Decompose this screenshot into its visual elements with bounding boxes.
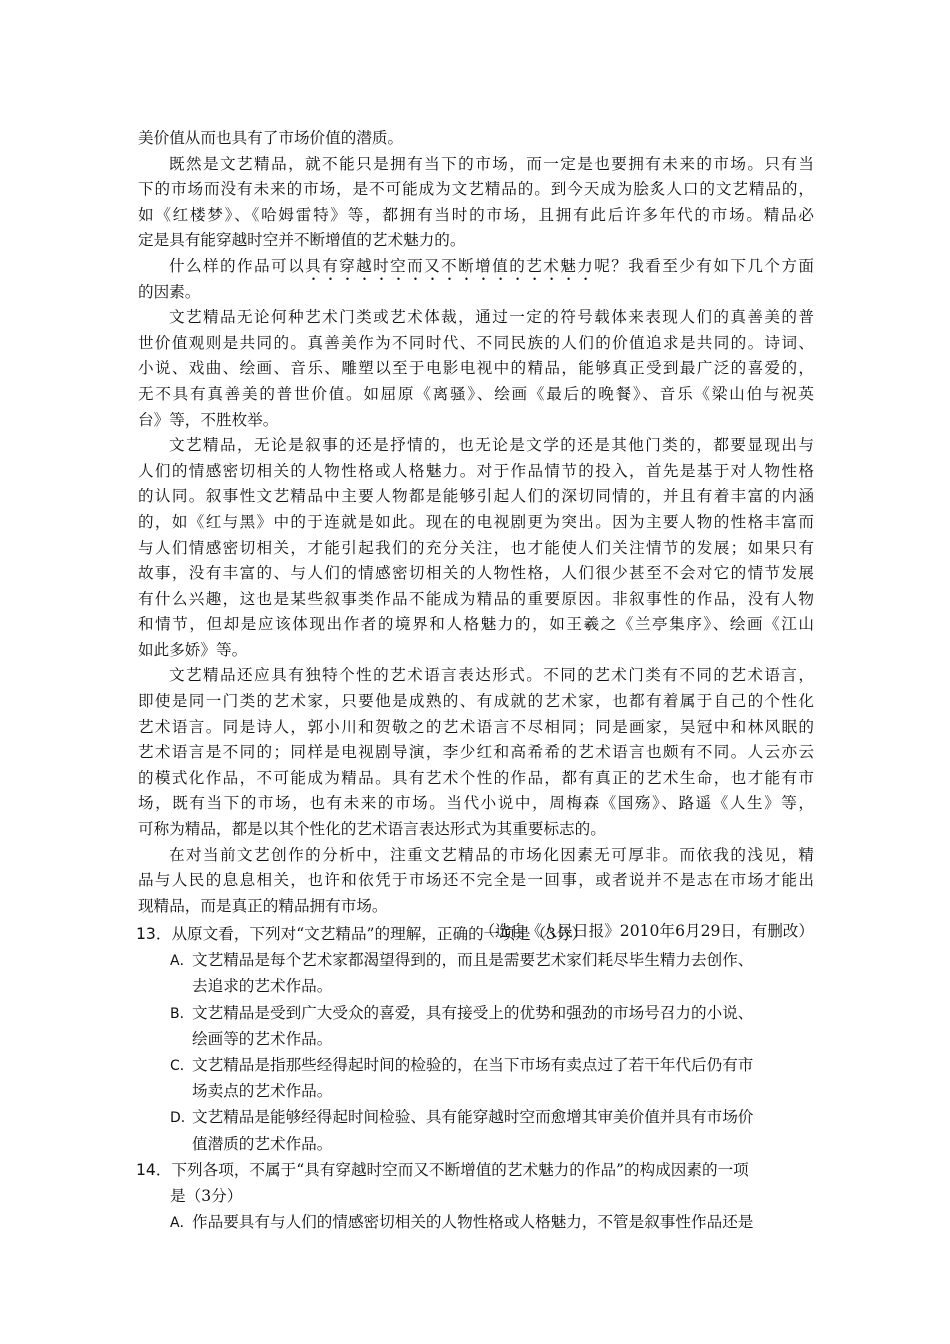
paragraph-line: 的认同。叙事性文艺精品中主要人物都是能够引起人们的深切同情的，并且有着丰富的内涵 bbox=[138, 487, 814, 506]
option-letter: D． bbox=[170, 1110, 195, 1127]
paragraph-line: 即使是同一门类的艺术家，只要他是成熟的、有成就的艺术家，也都有着属于自己的个性化 bbox=[138, 692, 814, 711]
option-text: 文艺精品是每个艺术家都渴望得到的，而且是需要艺术家们耗尽毕生精力去创作、 bbox=[192, 951, 754, 970]
paragraph-line: 品与人民的息息相关，也许和依凭于市场还不完全是一回事，或者说并不是志在市场才能出 bbox=[138, 871, 814, 890]
paragraph-line: 艺术语言是不同的；同样是电视剧导演，李少红和高希希的艺术语言也颇有不同。人云亦云 bbox=[138, 743, 814, 762]
option-a bbox=[136, 1209, 816, 1235]
paragraph-line: 美价值从而也具有了市场价值的潜质。 bbox=[138, 129, 404, 147]
paragraph-line: 文艺精品还应具有独特个性的艺术语言表达形式。不同的艺术门类有不同的艺术语言， bbox=[169, 666, 814, 685]
paragraph-line: 的，如《红与黑》中的于连就是如此。现在的电视剧更为突出。因为主要人物的性格丰富而 bbox=[138, 512, 814, 531]
option-b-continued: 绘画等的艺术作品。 bbox=[192, 1029, 333, 1048]
text-span: 呢？我看至少有如下几个方面 bbox=[594, 256, 814, 275]
option-text: 文艺精品是能够经得起时间检验、具有能穿越时空而愈增其审美价值并具有市场价 bbox=[192, 1108, 754, 1127]
option-letter: A． bbox=[170, 953, 194, 970]
paragraph-line: 台》等，不胜枚举。 bbox=[138, 410, 279, 429]
option-text: 文艺精品是指那些经得起时间的检验的，在当下市场有卖点过了若干年代后仍有市 bbox=[192, 1055, 754, 1074]
option-a-continued: 去追求的艺术作品。 bbox=[192, 977, 333, 996]
paragraph-line bbox=[138, 254, 814, 280]
question-section bbox=[136, 921, 816, 1235]
paragraph-line: 无不具有真善美的普世价值。如屈原《离骚》、绘画《最后的晚餐》、音乐《梁山伯与祝英 bbox=[138, 384, 814, 403]
option-text: 文艺精品是受到广大受众的喜爱，具有接受上的优势和强劲的市场号召力的小说、 bbox=[192, 1003, 754, 1022]
option-d bbox=[136, 1104, 816, 1130]
question-number: 13． bbox=[136, 925, 172, 943]
option-letter: C． bbox=[170, 1057, 194, 1074]
option-letter: A． bbox=[170, 1215, 194, 1232]
paragraph-line: 可称为精品，都是以其个性化的艺术语言表达形式为其重要标志的。 bbox=[138, 820, 606, 839]
paragraph-line: 文艺精品，无论是叙事的还是抒情的，也无论是文学的还是其他门类的，都要显现出与 bbox=[169, 436, 814, 455]
paragraph-line: 现精品，而是真正的精品拥有市场。 bbox=[138, 896, 388, 915]
option-c bbox=[136, 1052, 816, 1078]
paragraph-line: 的因素。 bbox=[138, 282, 201, 301]
paragraph-line: 定是具有能穿越时空并不断增值的艺术魅力的。 bbox=[138, 231, 466, 250]
article-body bbox=[138, 126, 814, 945]
paragraph-line: 既然是文艺精品，就不能只是拥有当下的市场，而一定是也要拥有未来的市场。只有当 bbox=[169, 154, 814, 173]
paragraph-line: 文艺精品无论何种艺术门类或艺术体裁，通过一定的符号载体来表现人们的真善美的普 bbox=[169, 308, 814, 327]
paragraph-line: 艺术语言。同是诗人，郭小川和贺敬之的艺术语言不尽相同；同是画家，吴冠中和林风眠的 bbox=[138, 717, 814, 736]
paragraph-line: 世价值观则是共同的。真善美作为不同时代、不同民族的人们的价值追求是共同的。诗词、 bbox=[138, 333, 814, 352]
option-letter: B． bbox=[170, 1005, 194, 1022]
paragraph-line: 小说、戏曲、绘画、音乐、雕塑以至于电影电视中的精品，能够真正受到最广泛的喜爱的， bbox=[138, 359, 814, 378]
question-number: 14． bbox=[136, 1160, 172, 1179]
paragraph-line: 与人们情感密切相关，才能引起我们的充分关注，也才能使人们关注情节的发展；如果只有 bbox=[138, 538, 814, 557]
option-d-continued: 值潜质的艺术作品。 bbox=[192, 1134, 333, 1153]
paragraph-line: 和情节，但却是应该体现出作者的境界和人格魅力的，如王羲之《兰亭集序》、绘画《江山 bbox=[138, 615, 814, 634]
question-14-stem bbox=[136, 1157, 816, 1183]
option-b bbox=[136, 1000, 816, 1026]
paragraph-line: 故事，没有丰富的、与人们的情感密切相关的人物性格，人们很少甚至不会对它的情节发展 bbox=[138, 564, 814, 583]
paragraph-line: 人们的情感密切相关的人物性格或人格魅力。对于作品情节的投入，首先是基于对人物性格 bbox=[138, 461, 814, 480]
question-text: 下列各项，不属于“具有穿越时空而又不断增值的艺术魅力的作品”的构成因素的一项 bbox=[171, 1160, 749, 1179]
question-14-stem-continued: 是（3分） bbox=[170, 1186, 243, 1205]
source-citation: （选自《人民日报》2010年6月29日，有删改） bbox=[479, 922, 814, 941]
paragraph-line: 在对当前文艺创作的分析中，注重文艺精品的市场化因素无可厚非。而依我的浅见，精 bbox=[169, 845, 814, 864]
question-text: 从原文看，下列对“文艺精品”的理解，正确的一项是（3分） bbox=[171, 925, 588, 943]
paragraph-line: 有什么兴趣，这也是某些叙事类作品不能成为精品的重要原因。非叙事性的作品，没有人物 bbox=[138, 589, 814, 608]
option-a bbox=[136, 947, 816, 973]
paragraph-line: 如《红楼梦》、《哈姆雷特》等，都拥有当时的市场，且拥有此后许多年代的市场。精品必 bbox=[138, 205, 814, 224]
option-c-continued: 场卖点的艺术作品。 bbox=[192, 1082, 333, 1101]
question-13-stem bbox=[136, 921, 816, 947]
paragraph-line: 的模式化作品，不可能成为精品。具有艺术个性的作品，都有真正的艺术生命，也才能有市 bbox=[138, 768, 814, 787]
emphasized-phrase: 具有穿越时空而又不断增值的艺术魅力 bbox=[305, 256, 595, 275]
option-text: 作品要具有与人们的情感密切相关的人物性格或人格魅力，不管是叙事性作品还是 bbox=[192, 1213, 754, 1232]
paragraph-line: 如此多娇》等。 bbox=[138, 640, 248, 659]
paragraph-line: 场，既有当下的市场，也有未来的市场。当代小说中，周梅森《国殇》、路遥《人生》等， bbox=[138, 794, 814, 813]
text-span: 什么样的作品可以 bbox=[169, 256, 306, 275]
paragraph-line: 下的市场而没有未来的市场，是不可能成为文艺精品的。到今天成为脍炙人口的文艺精品的， bbox=[138, 180, 814, 199]
